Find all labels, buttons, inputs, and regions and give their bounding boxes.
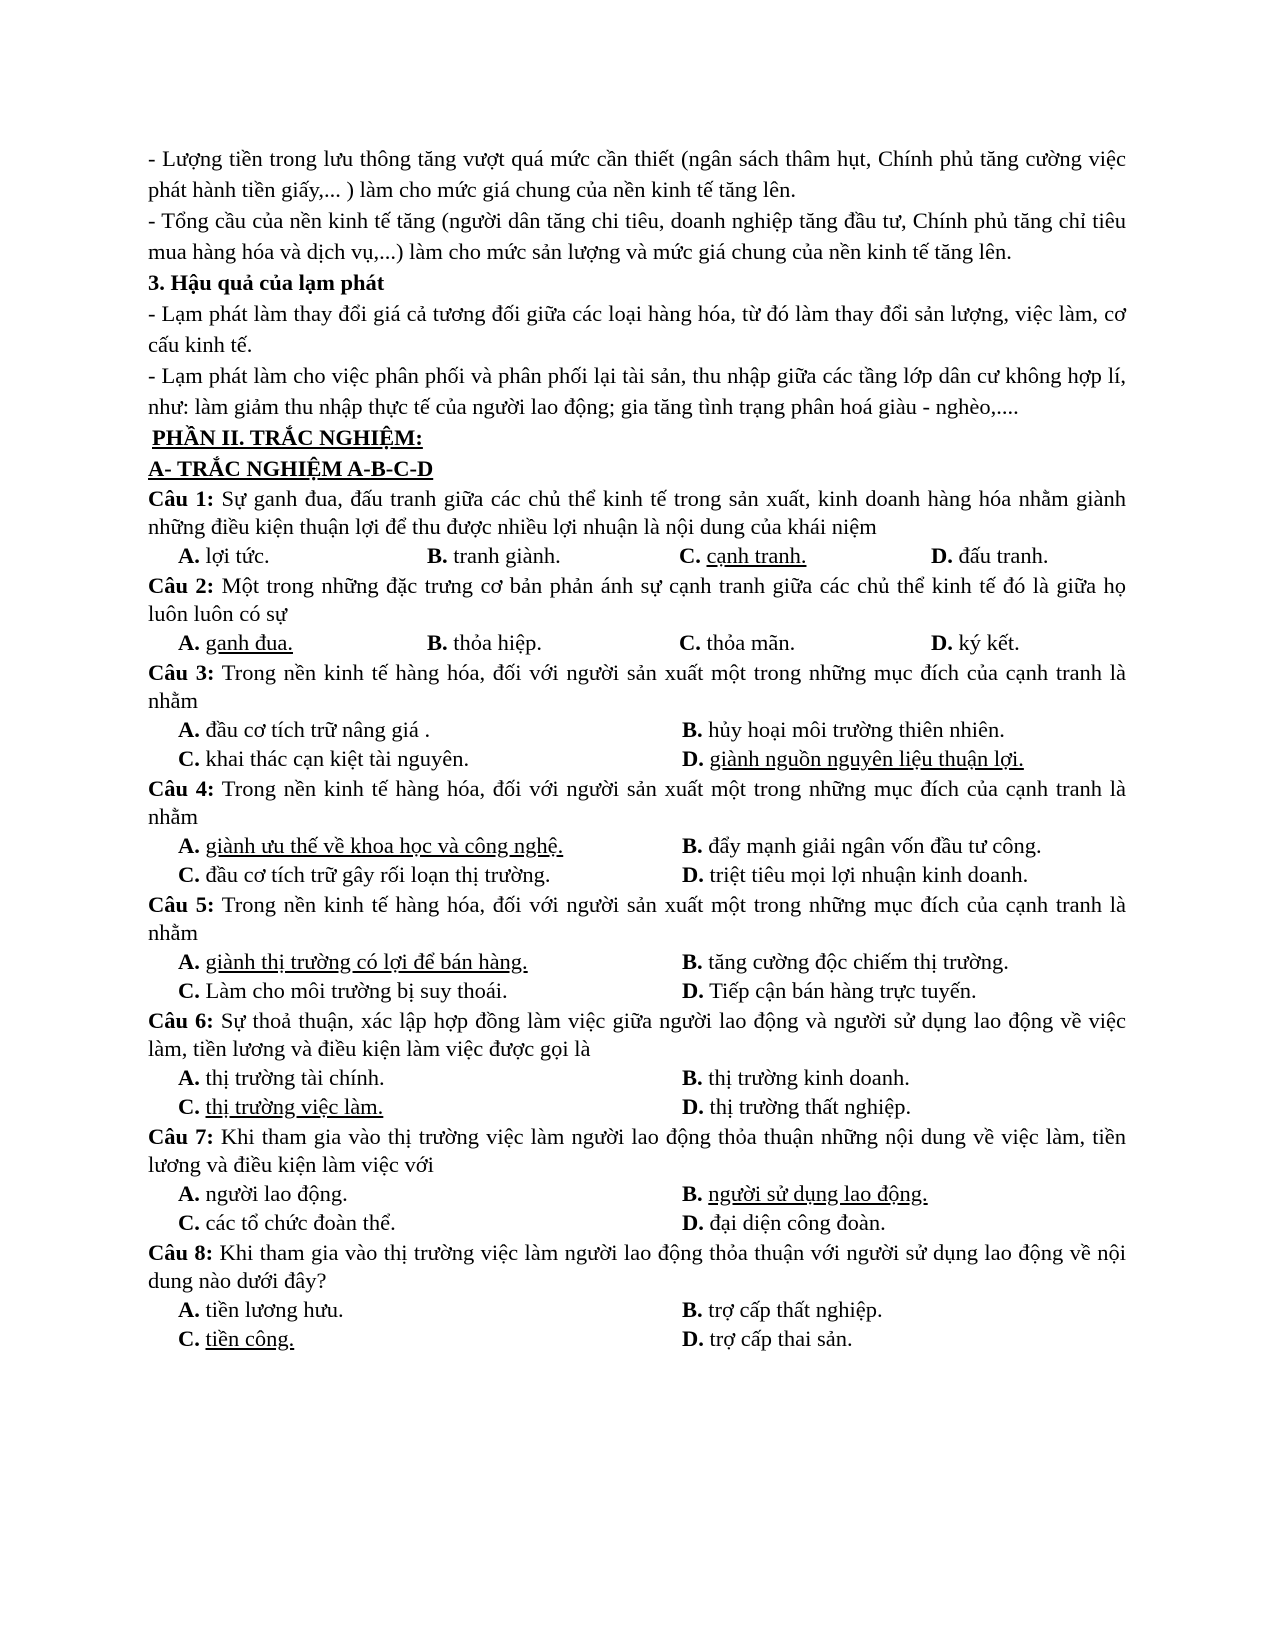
option-text: Tiếp cận bán hàng trực tuyến. <box>709 978 977 1003</box>
answer-option <box>682 1208 1156 1237</box>
question-stem <box>148 658 1126 715</box>
answer-option <box>427 628 679 657</box>
answer-option <box>931 541 1156 570</box>
question-text: Trong nền kinh tế hàng hóa, đối với người sản xuất một trong những mục đích của cạnh tranh là nhằm <box>148 660 1126 713</box>
question-number: Câu 6: <box>148 1008 214 1033</box>
answer-option <box>427 541 679 570</box>
option-letter: D. <box>931 630 953 655</box>
question-text: Sự ganh đua, đấu tranh giữa các chủ thể kinh tế trong sản xuất, kinh doanh hàng hóa nhằm giành những điều kiện thuận lợi để thu được nhiều lợi nhuận là nội dung của khái niệm <box>148 486 1126 539</box>
question-4 <box>148 774 1126 889</box>
option-letter: C. <box>178 746 200 771</box>
part-title: PHẦN II. TRẮC NGHIỆM: <box>152 425 423 450</box>
question-text: Trong nền kinh tế hàng hóa, đối với người sản xuất một trong những mục đích của cạnh tranh là nhằm <box>148 892 1126 945</box>
answer-option <box>682 976 1156 1005</box>
answer-option <box>178 628 427 657</box>
option-letter: B. <box>427 630 448 655</box>
option-letter: A. <box>178 1181 200 1206</box>
question-list <box>148 484 1126 1353</box>
option-text-correct: giành ưu thế về khoa học và công nghệ. <box>205 833 564 858</box>
paragraph: - Lạm phát làm cho việc phân phối và phân phối lại tài sản, thu nhập giữa các tầng lớp dân cư không hợp lí, như: làm giảm thu nhập thực tế của người lao động; gia tăng tình trạng phân hoá giàu - nghèo,.... <box>148 363 1126 419</box>
answer-option <box>931 628 1156 657</box>
answer-option <box>682 1179 1156 1208</box>
option-text: thị trường kinh doanh. <box>708 1065 910 1090</box>
option-letter: A. <box>178 630 200 655</box>
option-letter: C. <box>178 1094 200 1119</box>
option-letter: A. <box>178 543 200 568</box>
question-5 <box>148 890 1126 1005</box>
answer-option <box>178 1179 682 1208</box>
answer-option <box>178 1295 682 1324</box>
option-text: khai thác cạn kiệt tài nguyên. <box>205 746 470 771</box>
answer-option <box>178 947 682 976</box>
option-letter: D. <box>682 1326 704 1351</box>
question-1 <box>148 484 1126 570</box>
question-text: Trong nền kinh tế hàng hóa, đối với người sản xuất một trong những mục đích của cạnh tranh là nhằm <box>148 776 1126 829</box>
option-letter: C. <box>679 630 701 655</box>
option-letter: D. <box>682 978 704 1003</box>
option-text: trợ cấp thất nghiệp. <box>708 1297 883 1322</box>
answer-options <box>148 1179 1126 1237</box>
option-text: tiền lương hưu. <box>205 1297 344 1322</box>
option-letter: A. <box>178 949 200 974</box>
answer-option <box>178 744 682 773</box>
question-number: Câu 5: <box>148 892 215 917</box>
question-number: Câu 8: <box>148 1240 214 1265</box>
answer-option <box>178 715 682 744</box>
option-letter: A. <box>178 1297 200 1322</box>
option-text-correct: thị trường việc làm. <box>205 1094 384 1119</box>
option-text: đẩy mạnh giải ngân vốn đầu tư công. <box>708 833 1042 858</box>
option-text: triệt tiêu mọi lợi nhuận kinh doanh. <box>709 862 1029 887</box>
question-text: Một trong những đặc trưng cơ bản phản ánh sự cạnh tranh giữa các chủ thể kinh tế đó là giữa họ luôn luôn có sự <box>148 573 1126 626</box>
option-text-correct: giành thị trường có lợi để bán hàng. <box>205 949 528 974</box>
answer-option <box>682 1092 1156 1121</box>
question-stem <box>148 1238 1126 1295</box>
answer-options <box>148 541 1126 570</box>
option-letter: D. <box>682 746 704 771</box>
question-stem <box>148 1006 1126 1063</box>
option-letter: A. <box>178 717 200 742</box>
question-2 <box>148 571 1126 657</box>
answer-options <box>148 1063 1126 1121</box>
option-text: thỏa mãn. <box>706 630 796 655</box>
answer-option <box>682 831 1156 860</box>
option-text: hủy hoại môi trường thiên nhiên. <box>708 717 1005 742</box>
question-number: Câu 4: <box>148 776 215 801</box>
option-letter: B. <box>682 833 703 858</box>
answer-option <box>178 1208 682 1237</box>
option-letter: B. <box>427 543 448 568</box>
question-stem <box>148 484 1126 541</box>
section-heading: 3. Hậu quả của lạm phát <box>148 270 385 295</box>
answer-option <box>178 831 682 860</box>
option-text: đầu cơ tích trữ nâng giá . <box>205 717 431 742</box>
option-letter: B. <box>682 717 703 742</box>
option-text: các tổ chức đoàn thể. <box>205 1210 396 1235</box>
answer-option <box>178 1324 682 1353</box>
option-text: thị trường thất nghiệp. <box>709 1094 912 1119</box>
option-text-correct: giành nguồn nguyên liệu thuận lợi. <box>709 746 1024 771</box>
option-letter: C. <box>178 862 200 887</box>
option-letter: D. <box>682 1210 704 1235</box>
option-letter: D. <box>682 1094 704 1119</box>
question-text: Sự thoả thuận, xác lập hợp đồng làm việc giữa người lao động và người sử dụng lao động về việc làm, tiền lương và điều kiện làm việc được gọi là <box>148 1008 1126 1061</box>
answer-option <box>682 860 1156 889</box>
question-6 <box>148 1006 1126 1121</box>
option-text: lợi tức. <box>205 543 270 568</box>
option-text: Làm cho môi trường bị suy thoái. <box>205 978 508 1003</box>
answer-options <box>148 947 1126 1005</box>
answer-option <box>178 1063 682 1092</box>
question-7 <box>148 1122 1126 1237</box>
answer-option <box>178 541 427 570</box>
document-page <box>148 143 1126 1354</box>
answer-option <box>682 744 1156 773</box>
answer-option <box>682 1063 1156 1092</box>
option-text: đấu tranh. <box>958 543 1049 568</box>
option-text-correct: tiền công. <box>205 1326 295 1351</box>
option-text-correct: cạnh tranh. <box>706 543 807 568</box>
answer-option <box>178 976 682 1005</box>
answer-option <box>679 628 931 657</box>
option-letter: C. <box>178 1210 200 1235</box>
option-letter: A. <box>178 833 200 858</box>
option-text: trợ cấp thai sản. <box>709 1326 853 1351</box>
answer-option <box>178 1092 682 1121</box>
question-text: Khi tham gia vào thị trường việc làm người lao động thỏa thuận với người sử dụng lao động về nội dung nào dưới đây? <box>148 1240 1126 1293</box>
question-number: Câu 2: <box>148 573 215 598</box>
question-number: Câu 3: <box>148 660 215 685</box>
option-text-correct: ganh đua. <box>205 630 293 655</box>
paragraph: - Lượng tiền trong lưu thông tăng vượt quá mức cần thiết (ngân sách thâm hụt, Chính phủ tăng cường việc phát hành tiền giấy,... ) làm cho mức giá chung của nền kinh tế tăng lên. <box>148 146 1126 202</box>
option-letter: B. <box>682 1181 703 1206</box>
paragraph: - Tổng cầu của nền kinh tế tăng (người dân tăng chi tiêu, doanh nghiệp tăng đầu tư, Chính phủ tăng chỉ tiêu mua hàng hóa và dịch vụ,...) làm cho mức sản lượng và mức giá chung của nền kinh tế tăng lên. <box>148 208 1126 264</box>
option-letter: C. <box>178 978 200 1003</box>
option-text: thị trường tài chính. <box>205 1065 385 1090</box>
option-letter: D. <box>931 543 953 568</box>
option-letter: C. <box>679 543 701 568</box>
answer-option <box>682 1295 1156 1324</box>
option-letter: C. <box>178 1326 200 1351</box>
option-text: ký kết. <box>958 630 1020 655</box>
answer-options <box>148 831 1126 889</box>
question-stem <box>148 571 1126 628</box>
answer-option <box>682 947 1156 976</box>
question-stem <box>148 890 1126 947</box>
answer-options <box>148 715 1126 773</box>
option-text: thỏa hiệp. <box>453 630 542 655</box>
question-8 <box>148 1238 1126 1353</box>
question-number: Câu 7: <box>148 1124 214 1149</box>
answer-options <box>148 628 1126 657</box>
question-text: Khi tham gia vào thị trường việc làm người lao động thỏa thuận những nội dung về việc làm, tiền lương và điều kiện làm việc với <box>148 1124 1126 1177</box>
option-letter: D. <box>682 862 704 887</box>
answer-option <box>178 860 682 889</box>
option-text: tranh giành. <box>453 543 561 568</box>
paragraph: - Lạm phát làm thay đổi giá cả tương đối giữa các loại hàng hóa, từ đó làm thay đổi sản lượng, việc làm, cơ cấu kinh tế. <box>148 301 1126 357</box>
answer-option <box>682 715 1156 744</box>
answer-option <box>679 541 931 570</box>
option-text: đại diện công đoàn. <box>709 1210 886 1235</box>
question-stem <box>148 774 1126 831</box>
answer-option <box>682 1324 1156 1353</box>
option-text: người lao động. <box>205 1181 348 1206</box>
option-text-correct: người sử dụng lao động. <box>708 1181 928 1206</box>
section-title: A- TRẮC NGHIỆM A-B-C-D <box>148 456 434 481</box>
option-text: tăng cường độc chiếm thị trường. <box>708 949 1009 974</box>
option-letter: B. <box>682 949 703 974</box>
option-text: đầu cơ tích trữ gây rối loạn thị trường. <box>205 862 551 887</box>
question-number: Câu 1: <box>148 486 215 511</box>
option-letter: A. <box>178 1065 200 1090</box>
answer-options <box>148 1295 1126 1353</box>
option-letter: B. <box>682 1297 703 1322</box>
question-stem <box>148 1122 1126 1179</box>
option-letter: B. <box>682 1065 703 1090</box>
question-3 <box>148 658 1126 773</box>
